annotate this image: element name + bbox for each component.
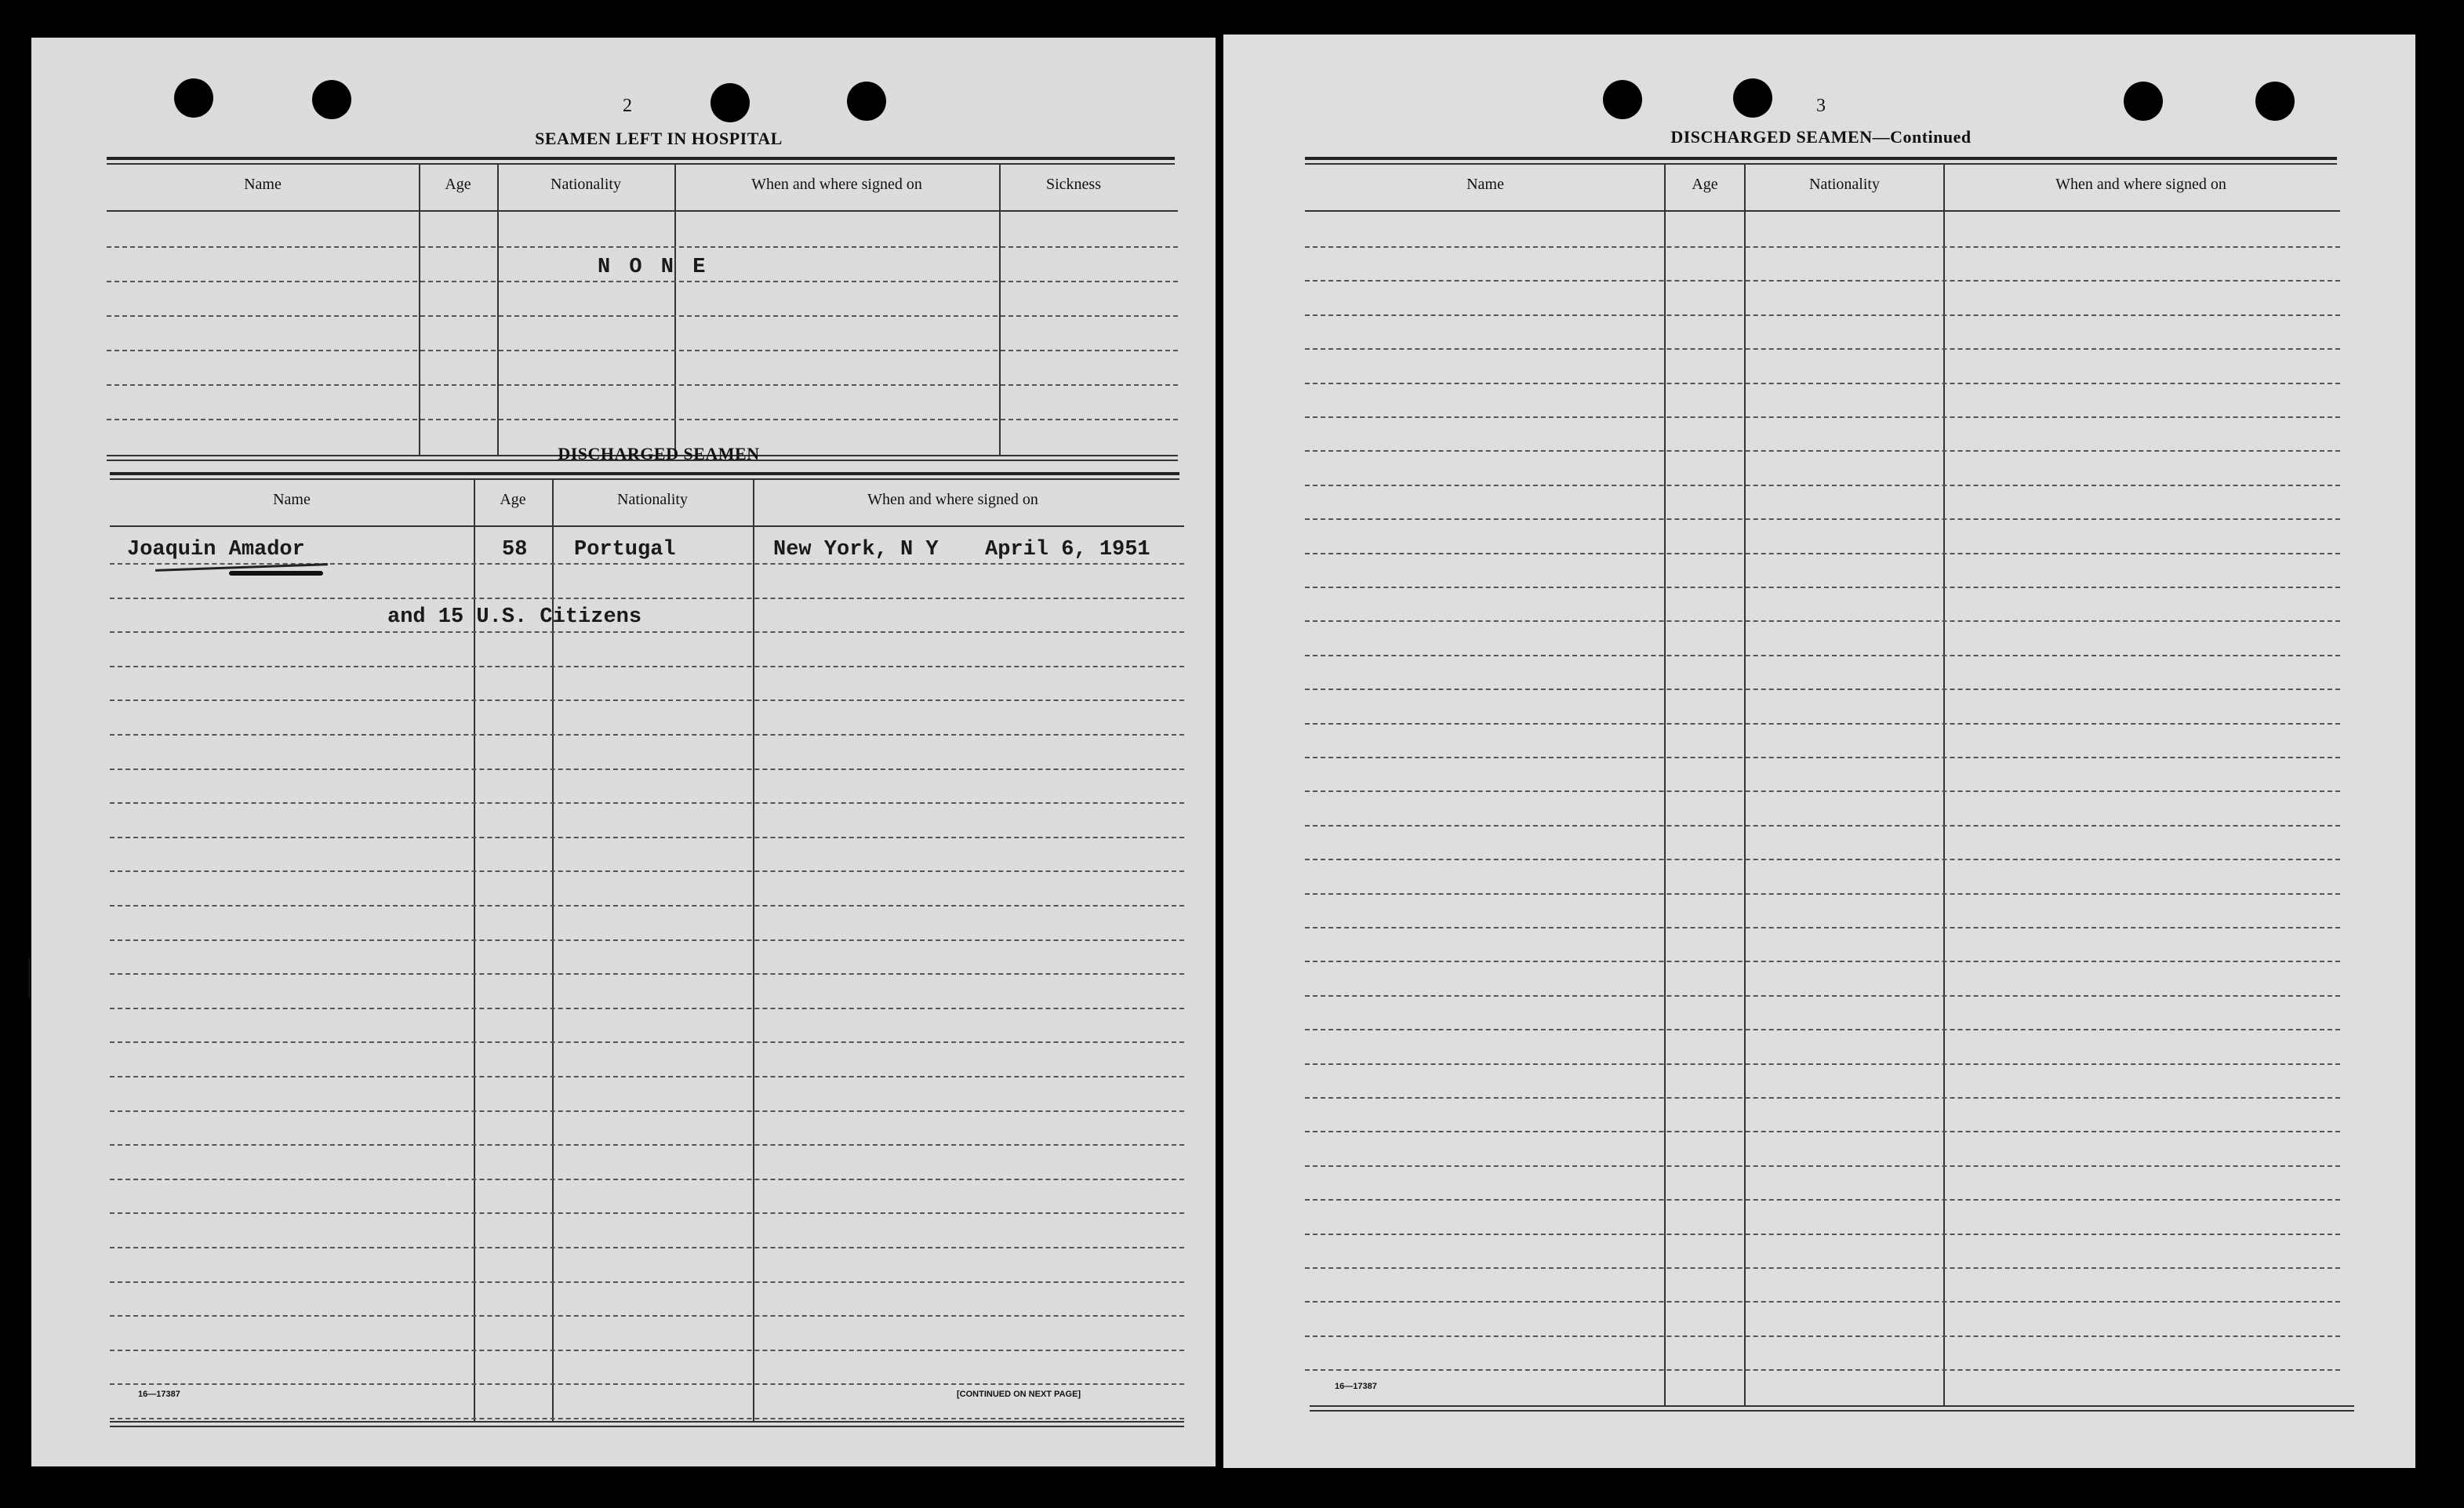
table-top-rule — [110, 478, 1179, 480]
row-line — [1305, 587, 2340, 588]
row-line — [110, 1041, 1184, 1043]
column-divider — [497, 163, 499, 456]
column-header-nationality: Nationality — [551, 176, 621, 193]
punch-hole — [312, 80, 351, 119]
row-line — [1305, 416, 2340, 418]
row-line — [110, 1179, 1184, 1180]
row-line — [110, 939, 1184, 941]
row-line — [107, 281, 1178, 282]
column-header-nationality: Nationality — [1809, 176, 1880, 193]
table-bottom-rule — [1310, 1410, 2354, 1412]
row-line — [110, 837, 1184, 838]
hospital-title: SEAMEN LEFT IN HOSPITAL — [535, 129, 783, 148]
row-line — [1305, 348, 2340, 350]
row-line — [1305, 1335, 2340, 1337]
discharged-title: DISCHARGED SEAMEN — [558, 444, 760, 463]
row-line — [107, 350, 1178, 351]
row-line — [1305, 893, 2340, 895]
header-rule — [107, 210, 1178, 212]
row-line — [107, 384, 1178, 386]
row-line — [110, 769, 1184, 770]
punch-hole — [710, 83, 750, 122]
punch-hole — [847, 82, 886, 121]
row-line — [110, 1315, 1184, 1317]
row-line — [1305, 1267, 2340, 1269]
row-line — [1305, 825, 2340, 827]
row-line — [110, 1110, 1184, 1112]
row-line — [110, 666, 1184, 667]
row-line — [110, 734, 1184, 736]
row-line — [1305, 859, 2340, 860]
row-line — [1305, 246, 2340, 248]
column-header-name: Name — [1466, 176, 1504, 193]
row-line — [110, 598, 1184, 599]
row-line — [110, 1076, 1184, 1077]
table-bottom-rule — [1310, 1405, 2354, 1407]
column-header-age: Age — [445, 176, 471, 193]
row-line — [110, 802, 1184, 804]
column-header-age: Age — [1692, 176, 1718, 193]
row-line — [1305, 790, 2340, 792]
seaman-age: 58 — [502, 538, 528, 561]
row-line — [1305, 314, 2340, 316]
seaman-nationality: Portugal — [574, 538, 676, 561]
row-line — [110, 1212, 1184, 1214]
row-line — [1305, 757, 2340, 758]
table-top-rule — [1305, 157, 2337, 160]
row-line — [1305, 927, 2340, 928]
hospital-entry: N O N E — [598, 256, 709, 279]
row-line — [1305, 1301, 2340, 1303]
row-line — [1305, 1369, 2340, 1371]
signed-on-date: April 6, 1951 — [985, 538, 1150, 561]
table-bottom-rule — [110, 1421, 1184, 1423]
column-divider — [419, 163, 420, 456]
edge-mark — [28, 958, 37, 997]
row-line — [1305, 1199, 2340, 1201]
table-top-rule — [110, 472, 1179, 475]
row-line — [110, 1008, 1184, 1009]
column-header-nationality: Nationality — [617, 491, 688, 508]
row-line — [110, 905, 1184, 907]
column-header-sickness: Sickness — [1046, 176, 1101, 193]
row-line — [110, 1144, 1184, 1146]
column-divider — [674, 163, 676, 456]
row-line — [1305, 1097, 2340, 1099]
page-title: DISCHARGED SEAMEN—Continued — [1670, 127, 1972, 147]
row-line — [110, 973, 1184, 975]
page-number: 2 — [623, 96, 632, 116]
row-line — [110, 631, 1184, 633]
row-line — [1305, 280, 2340, 282]
row-line — [107, 246, 1178, 248]
seaman-name: Joaquin Amador — [127, 538, 305, 561]
name-underline-heavy — [229, 571, 323, 576]
additional-note: and 15 U.S. Citizens — [387, 605, 642, 629]
table-top-rule — [107, 157, 1175, 160]
right-page — [1223, 35, 2415, 1468]
signed-on-place: New York, N Y — [773, 538, 939, 561]
punch-hole — [1603, 80, 1642, 119]
punch-hole — [174, 78, 213, 118]
row-line — [1305, 1165, 2340, 1167]
row-line — [1305, 1063, 2340, 1065]
table-top-rule — [1305, 163, 2337, 165]
punch-hole — [2255, 82, 2295, 121]
row-line — [1305, 383, 2340, 384]
row-line — [110, 870, 1184, 872]
punch-hole — [1733, 78, 1772, 118]
row-line — [107, 315, 1178, 317]
column-divider — [999, 163, 1001, 456]
row-line — [1305, 689, 2340, 690]
column-header-age: Age — [500, 491, 526, 508]
column-header-signed-on: When and where signed on — [2055, 176, 2226, 193]
row-line — [1305, 485, 2340, 486]
punch-hole — [2124, 82, 2163, 121]
row-line — [1305, 961, 2340, 962]
row-line — [110, 699, 1184, 701]
column-header-signed-on: When and where signed on — [867, 491, 1038, 508]
row-line — [110, 1383, 1184, 1385]
form-number: 16—17387 — [1335, 1382, 1377, 1391]
column-header-signed-on: When and where signed on — [751, 176, 922, 193]
column-header-name: Name — [244, 176, 282, 193]
table-bottom-rule — [110, 1426, 1184, 1427]
table-top-rule — [107, 163, 1175, 165]
row-line — [110, 1247, 1184, 1248]
row-line — [1305, 1029, 2340, 1030]
row-line — [1305, 995, 2340, 997]
column-header-name: Name — [273, 491, 311, 508]
header-rule — [1305, 210, 2340, 212]
row-line — [107, 419, 1178, 420]
row-line — [110, 1281, 1184, 1283]
continued-note: [CONTINUED ON NEXT PAGE] — [957, 1390, 1081, 1399]
left-page — [31, 38, 1216, 1466]
row-line — [1305, 655, 2340, 656]
row-line — [110, 1350, 1184, 1351]
form-number: 16—17387 — [138, 1390, 180, 1399]
row-line — [1305, 450, 2340, 452]
row-line — [1305, 518, 2340, 520]
row-line — [1305, 1234, 2340, 1235]
page-number: 3 — [1816, 96, 1826, 116]
row-line — [110, 1418, 1184, 1419]
row-line — [1305, 723, 2340, 725]
row-line — [1305, 620, 2340, 622]
row-line — [1305, 553, 2340, 554]
row-line — [1305, 1131, 2340, 1132]
header-rule — [110, 525, 1184, 527]
